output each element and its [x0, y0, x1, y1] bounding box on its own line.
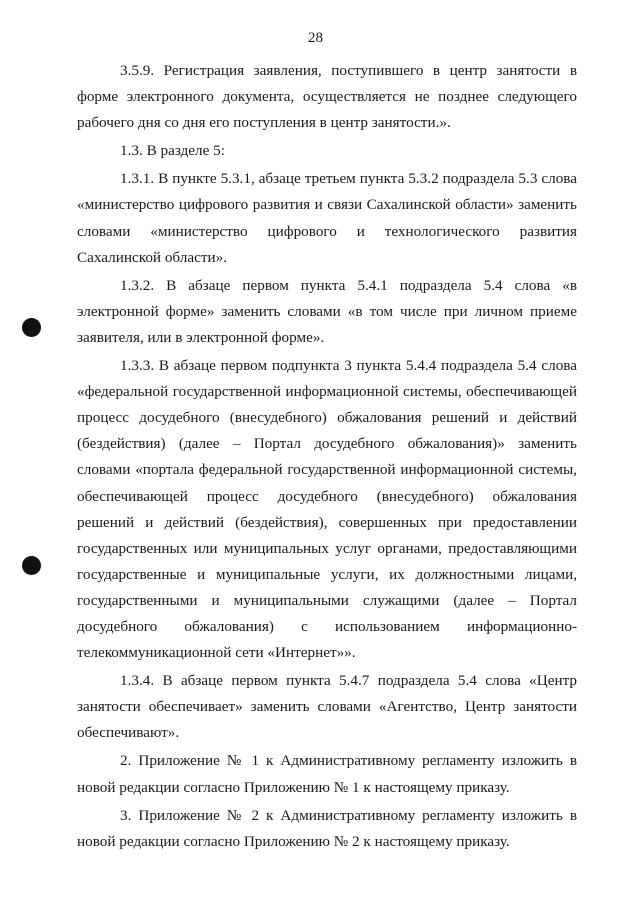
paragraph-1-3-2: 1.3.2. В абзаце первом пункта 5.4.1 подраздела 5.4 слова «в электронной форме» заменить словами «в том числе при личном приеме заявителя, или в электронной форме». — [77, 276, 577, 346]
paragraph-1-3-1: 1.3.1. В пункте 5.3.1, абзаце третьем пункта 5.3.2 подраздела 5.3 слова «министерство цифрового развития и связи Сахалинской области» заменить словами «министерство цифрового и технологического развития Сахалинской области». — [77, 170, 577, 266]
punch-hole-mark — [22, 556, 41, 575]
document-body — [77, 58, 577, 855]
paragraph-1-3: 1.3. В разделе 5: — [120, 142, 225, 160]
paragraph-1-3-4: 1.3.4. В абзаце первом пункта 5.4.7 подраздела 5.4 слова «Центр занятости обеспечивает» заменить словами «Агентство, Центр занятости обеспечивают». — [77, 672, 577, 742]
paragraph-1-3-3: 1.3.3. В абзаце первом подпункта 3 пункта 5.4.4 подраздела 5.4 слова «федеральной государственной информационной системы, обеспечивающей процесс досудебного (внесудебного) обжалования решений и действий (бездействия) (далее – Портал досудебного обжалования)» заменить словами «портала федеральной государственной информационной системы, обеспечивающей процесс досудебного (внесудебного) обжалования решений и действий (бездействия), совершенных при предоставлении государственных или муниципальных услуг органами, предоставляющими государственные и муниципальные услуги, их должностными лицами, государственными и муниципальными служащими (далее – Портал досудебного обжалования) с использованием информационно-телекоммуникационной сети «Интернет»». — [77, 357, 577, 662]
paragraph-3: 3. Приложение № 2 к Административному регламенту изложить в новой редакции согласно Приложению № 2 к настоящему приказу. — [77, 806, 577, 850]
paragraph-2: 2. Приложение № 1 к Административному регламенту изложить в новой редакции согласно Приложению № 1 к настоящему приказу. — [77, 752, 577, 796]
page-number: 28 — [308, 30, 323, 46]
paragraph-3-5-9: 3.5.9. Регистрация заявления, поступившего в центр занятости в форме электронного документа, осуществляется не позднее следующего рабочего дня со дня его поступления в центр занятости.». — [77, 62, 577, 132]
punch-hole-mark — [22, 318, 41, 337]
